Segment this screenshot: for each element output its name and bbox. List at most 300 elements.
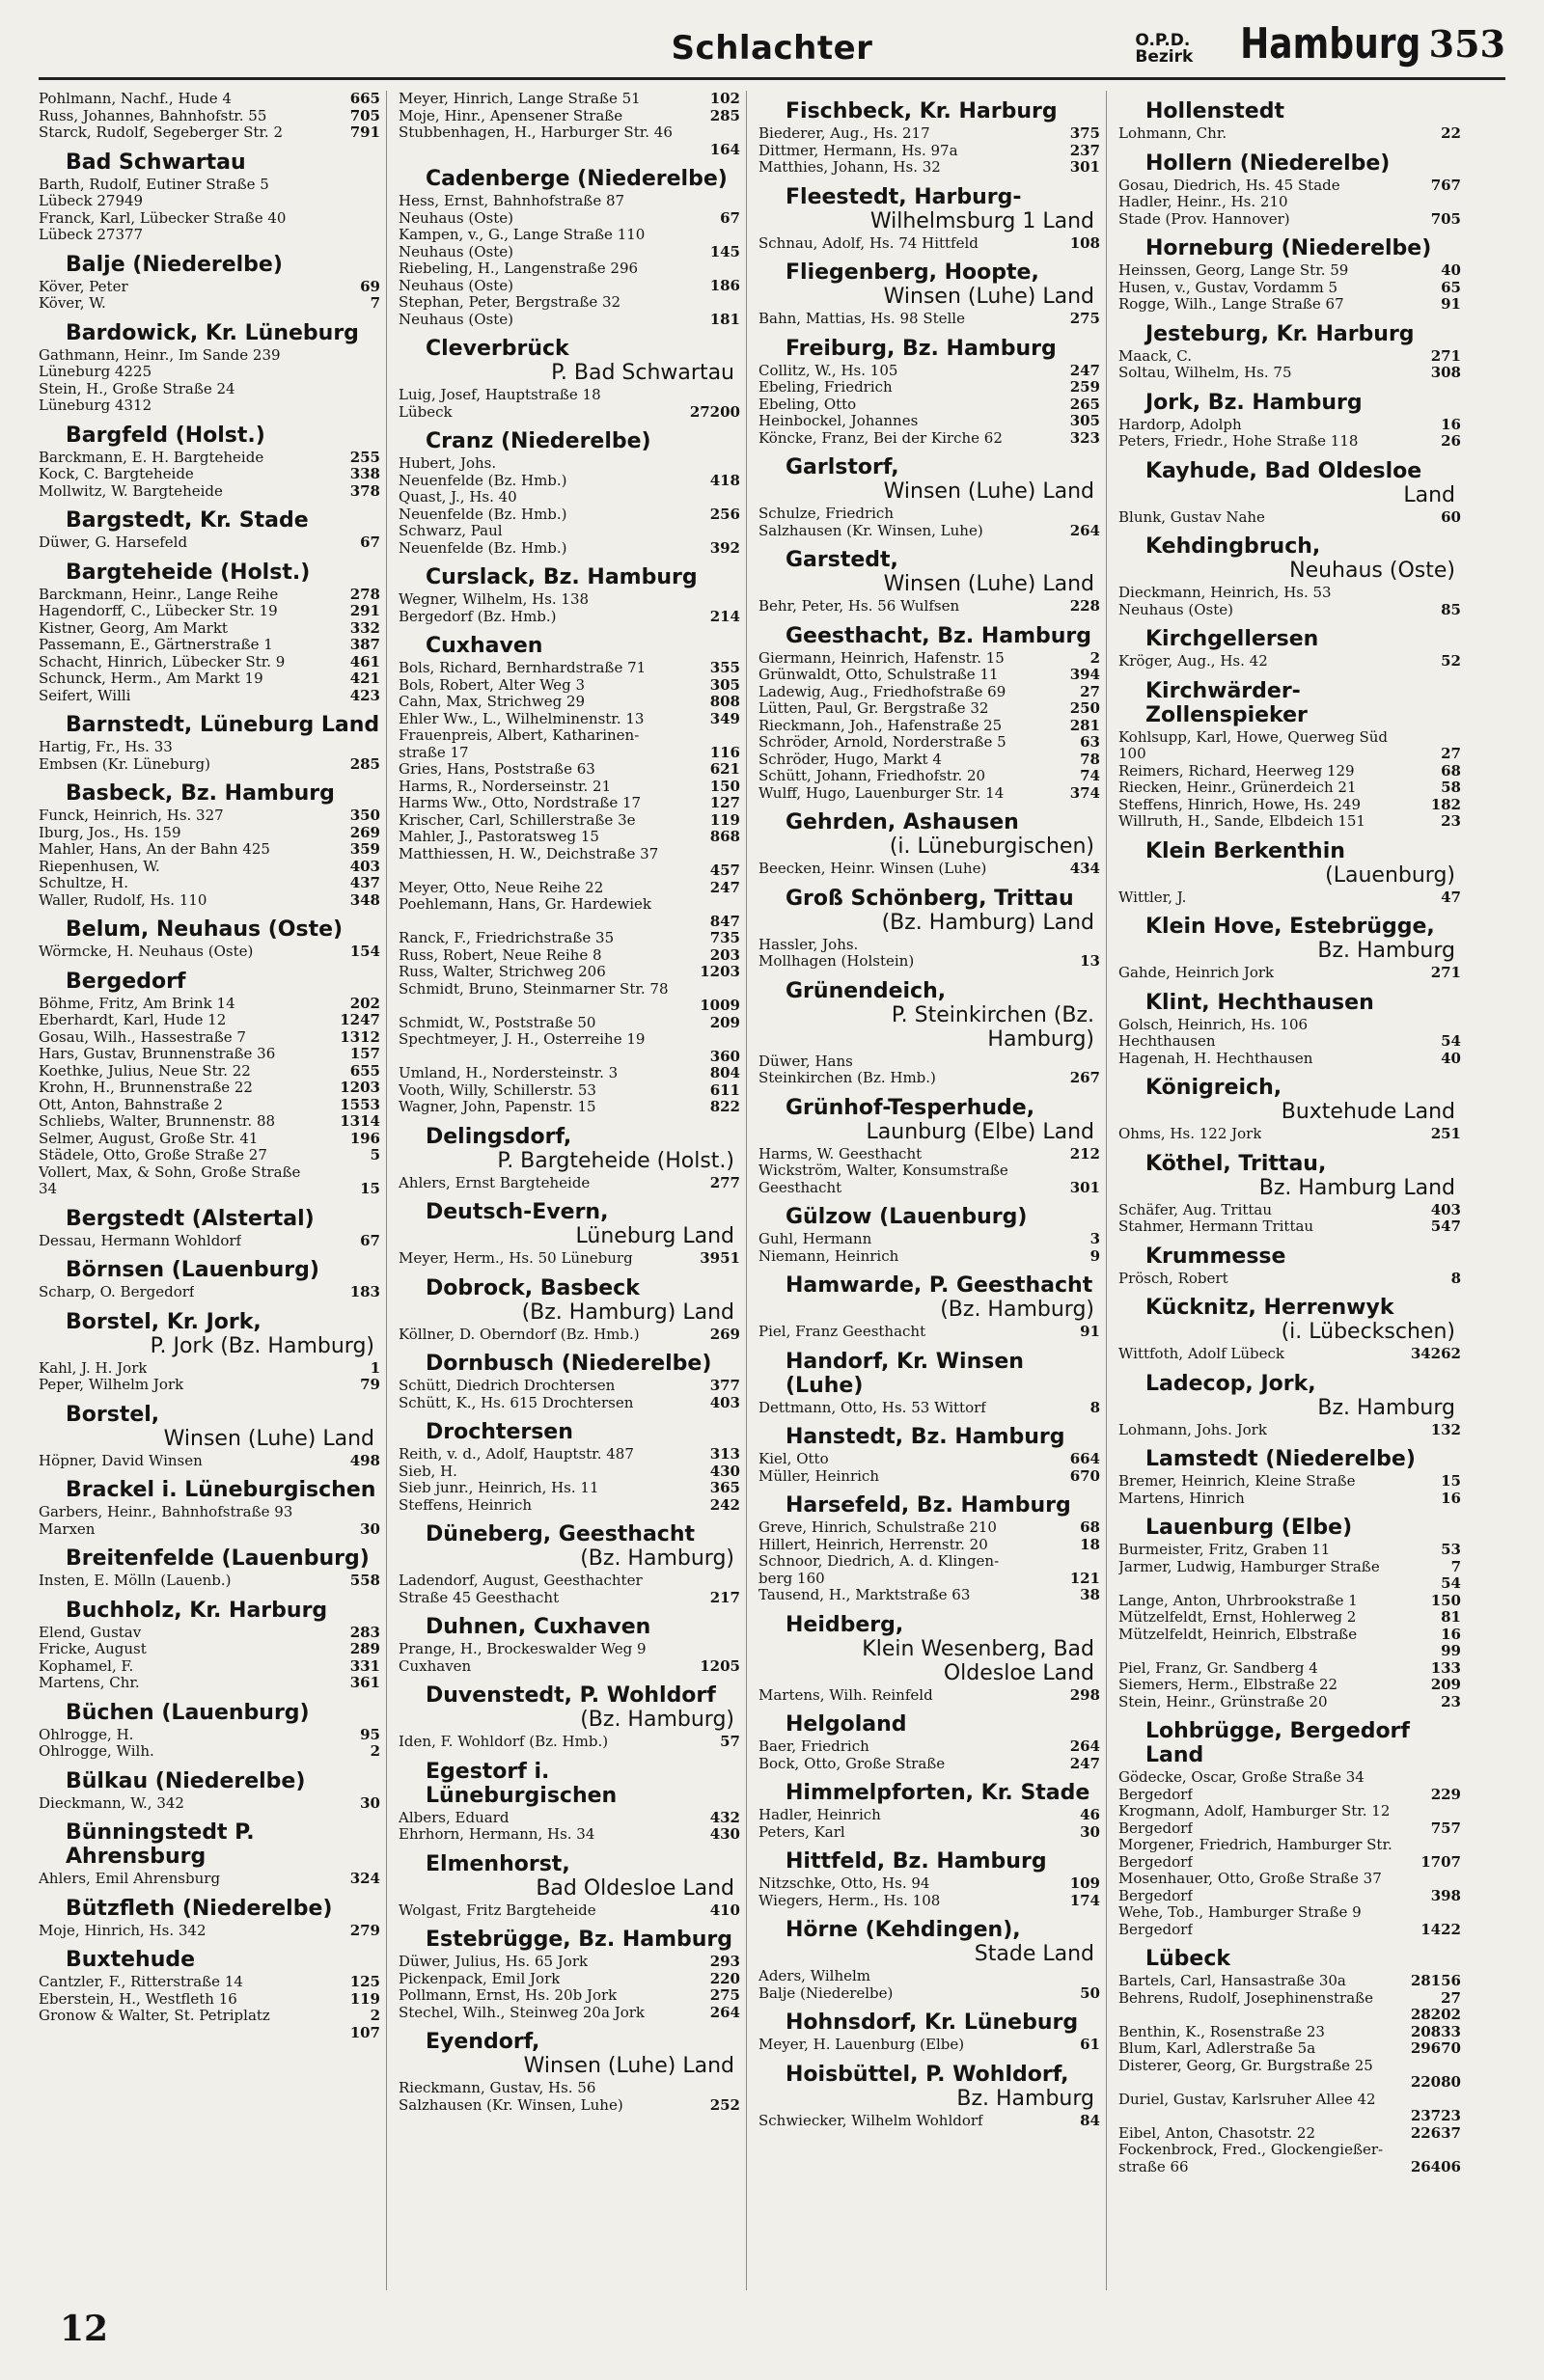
entry-phone-number: 91 [1080,1323,1100,1340]
place-subtitle: (Bz. Hamburg) [580,1708,734,1732]
entry-text: Neuhaus (Oste) [399,311,513,328]
entry-list [1118,965,1461,982]
place-name: Belum, Neuhaus (Oste) [66,917,344,942]
entry-text: Stein, Heinr., Grünstraße 20 [1118,1693,1328,1710]
place-name: Buxtehude [66,1948,196,1972]
list-item [39,91,380,108]
directory-section [758,1273,1100,1341]
directory-section [399,565,740,625]
list-item [39,227,380,244]
list-item [39,210,380,228]
entry-phone-number: 54 [1441,1574,1461,1592]
place-heading [39,1820,380,1869]
directory-section [1118,236,1461,314]
place-heading [758,260,1100,309]
entry-text: Lütten, Paul, Gr. Bergstraße 32 [758,700,989,717]
place-name: Drochtersen [426,1420,573,1444]
list-item [1118,1888,1461,1905]
column-4 [1118,91,1467,2290]
entry-text: Jarmer, Ludwig, Hamburger Straße [1118,1558,1380,1575]
entry-list [399,591,740,625]
entry-text: Albers, Eduard [399,1809,510,1826]
list-item [1118,125,1461,143]
list-item [1118,1346,1461,1363]
entry-text: Böhme, Fritz, Am Brink 14 [39,995,235,1012]
place-name: Grünendeich, [786,978,947,1003]
entry-text: Schröder, Arnold, Norderstraße 5 [758,734,1006,751]
list-item [758,1968,1100,1985]
list-item [39,124,380,142]
entry-text: Ahlers, Ernst Bargteheide [399,1174,591,1191]
directory-section [39,561,380,705]
entry-phone-number: 437 [349,874,380,891]
place-subtitle: Wilhelmsburg 1 Land [869,208,1094,233]
place-name: Himmelpforten, Kr. Stade [786,1781,1090,1805]
list-item [1118,965,1461,982]
list-item [1118,1017,1461,1034]
entry-phone-number: 461 [349,652,380,670]
entry-list [1118,262,1461,314]
place-name: Barnstedt, Lüneburg Land [66,713,380,737]
place-subtitle: Winsen (Luhe) Land [523,2054,734,2078]
entry-phone-number: 264 [1069,521,1100,539]
entry-phone-number: 423 [349,686,380,704]
place-subtitle: P. Bargteheide (Holst.) [497,1148,734,1173]
entry-text: Wolgast, Fritz Bargteheide [399,1901,596,1919]
list-item [399,812,740,830]
directory-section [39,1478,380,1538]
list-item [1118,2040,1461,2058]
entry-list [39,739,380,773]
place-name: Freiburg, Bz. Hamburg [786,336,1057,361]
place-name: Borstel, [66,1402,160,1427]
directory-section [39,508,380,552]
entry-list [1118,1346,1461,1363]
place-name: Kayhude, Bad Oldesloe [1145,458,1422,483]
entry-text: Franck, Karl, Lübecker Straße 40 [39,209,287,227]
entry-text: Maack, C. [1118,347,1192,365]
entry-text: Stephan, Peter, Bergstraße 32 [399,294,621,311]
entry-text: Giermann, Heinrich, Hafenstr. 15 [758,649,1005,667]
directory-section [758,2011,1100,2054]
entry-text: Stahmer, Hermann Trittau [1118,1218,1314,1235]
place-heading [399,1615,740,1639]
entry-text: Wörmcke, H. Neuhaus (Oste) [39,944,254,960]
entry-phone-number: 323 [1069,428,1100,447]
entry-phone-number: 29670 [1410,2039,1461,2057]
entry-phone-number: 271 [1430,346,1461,365]
list-item [1118,1051,1461,1068]
directory-section [1118,459,1461,527]
entry-list [1118,1017,1461,1068]
directory-section [758,1781,1100,1841]
place-name: Basbeck, Bz. Hamburg [66,781,335,806]
place-name: Breitenfelde (Lauenburg) [66,1546,370,1571]
entry-phone-number: 186 [709,276,740,294]
entry-phone-number: 108 [1069,233,1100,252]
entry-phone-number: 2 [370,2007,380,2024]
list-item [399,2097,740,2115]
entry-list [39,587,380,705]
list-item [758,937,1100,954]
entry-phone-number: 348 [349,890,380,909]
place-name: Bargfeld (Holst.) [66,423,265,448]
list-item [399,880,740,897]
entry-text: Eberstein, H., Westfleth 16 [39,1990,237,2008]
place-name: Kücknitz, Herrenwyk [1145,1296,1394,1320]
list-item [399,1810,740,1827]
place-name: Horneburg (Niederelbe) [1145,236,1432,260]
entry-text: straße 17 [399,744,469,761]
entry-list [39,1360,380,1394]
entry-text: Cahn, Max, Strichweg 29 [399,694,586,710]
place-heading [39,1948,380,1972]
entry-phone-number: 99 [1441,1642,1461,1659]
place-heading [758,979,1100,1052]
entry-phone-number: 392 [709,538,740,557]
place-name: Ladecop, Jork, [1145,1371,1316,1396]
entry-text: Lübeck 27949 [39,193,144,209]
entry-phone-number: 670 [1069,1466,1100,1485]
entry-text: Schütt, Diedrich Drochtersen [399,1378,616,1394]
directory-section [758,1493,1100,1604]
entry-phone-number: 269 [709,1325,740,1343]
entry-text: Reith, v. d., Adolf, Hauptstr. 487 [399,1446,634,1463]
entry-phone-number: 359 [349,840,380,858]
place-heading [1118,839,1461,888]
directory-section [1118,1516,1461,1710]
entry-phone-number: 3951 [700,1249,740,1267]
entry-list [758,363,1100,448]
directory-section [758,185,1100,253]
list-item [39,1743,380,1761]
list-item [399,473,740,490]
directory-section [1118,391,1461,451]
entry-text: Vollert, Max, & Sohn, Große Straße [39,1163,301,1181]
place-name: Kirchgellersen [1145,627,1319,651]
place-name: Fleestedt, Harburg- [786,184,1022,209]
directory-section [1118,534,1461,618]
entry-phone-number: 387 [349,636,380,653]
entry-phone-number: 40 [1441,261,1461,279]
directory-section [39,253,380,313]
list-item [758,379,1100,397]
place-subtitle: Winsen (Luhe) Land [163,1426,374,1451]
list-item [39,483,380,501]
entry-text: Kohlsupp, Karl, Howe, Querweg Süd [1118,728,1389,746]
entry-phone-number: 85 [1441,600,1461,618]
place-name: Gülzow (Lauenburg) [786,1205,1028,1229]
entry-phone-number: 119 [709,810,740,829]
entry-phone-number: 7 [1450,1557,1461,1575]
entry-phone-number: 403 [349,857,380,875]
list-item [1118,1218,1461,1236]
entry-phone-number: 107 [349,2023,380,2041]
entry-phone-number: 378 [349,481,380,500]
entry-list [39,1573,380,1590]
entry-text: Harms Ww., Otto, Nordstraße 17 [399,795,642,811]
entry-text: Gosau, Diedrich, Hs. 45 Stade [1118,177,1340,194]
entry-list [1118,125,1461,143]
list-item [399,523,740,540]
list-item [758,1163,1100,1180]
entry-list [758,650,1100,803]
entry-text: Kahl, J. H. Jork [39,1359,148,1377]
directory-section [1118,1245,1461,1288]
list-item [1118,296,1461,314]
entry-phone-number: 621 [709,760,740,778]
list-item [1118,1593,1461,1610]
entry-text: Russ, Robert, Neue Reihe 8 [399,946,602,964]
place-name: Krummesse [1145,1244,1286,1269]
place-heading [1118,627,1461,651]
entry-text: Gödecke, Oscar, Große Straße 34 [1118,1769,1365,1786]
place-name: Bünningstedt P. Ahrensburg [66,1820,255,1869]
list-item [1118,813,1461,831]
directory-section [1118,1947,1461,2175]
entry-text: Nitzschke, Otto, Hs. 94 [758,1875,930,1892]
entry-phone-number: 7 [370,294,380,312]
entry-phone-number: 127 [709,794,740,811]
list-item [1118,653,1461,670]
entry-text: Quast, J., Hs. 40 [399,489,517,506]
entry-phone-number: 38 [1080,1586,1100,1603]
list-item [758,785,1100,803]
entry-text: Gahde, Heinrich Jork [1118,965,1275,981]
entry-text: Hars, Gustav, Brunnenstraße 36 [39,1046,276,1062]
list-item [39,1974,380,1991]
list-item [39,841,380,859]
entry-list [39,347,380,415]
place-subtitle: Bz. Hamburg [1317,1395,1455,1420]
entry-text: Schulze, Friedrich [758,506,894,522]
place-heading [39,561,380,585]
place-heading [758,1205,1100,1229]
place-name: Harsefeld, Bz. Hamburg [786,1493,1071,1518]
entry-text: Golsch, Heinrich, Hs. 106 [1118,1016,1309,1033]
list-item [399,846,740,863]
directory-section [399,2030,740,2114]
place-subtitle: Land [1403,482,1455,507]
list-item [399,1902,740,1920]
entry-list [399,193,740,328]
list-item [399,1641,740,1658]
entry-phone-number: 67 [360,533,380,551]
entry-list [758,1968,1100,2002]
entry-list [39,91,380,142]
list-item [399,591,740,609]
entry-phone-number: 267 [1069,1069,1100,1086]
directory-section [758,1613,1100,1705]
place-heading [39,1403,380,1451]
list-item [399,506,740,524]
entry-text: Kiel, Otto [758,1451,829,1467]
entry-phone-number: 281 [1069,716,1100,734]
entry-list [39,944,380,961]
list-item [399,694,740,711]
place-name: Lauenburg (Elbe) [1145,1516,1353,1540]
list-item [758,159,1100,177]
entry-text: Prösch, Robert [1118,1270,1228,1287]
directory-section [399,1522,740,1606]
place-name: Hittfeld, Bz. Hamburg [786,1849,1047,1874]
list-item [39,2008,380,2025]
entry-list [39,1453,380,1470]
entry-list [758,235,1100,253]
entry-phone-number: 255 [349,448,380,466]
place-heading [1118,679,1461,727]
list-item [399,1065,740,1082]
place-name: Köthel, Trittau, [1145,1151,1327,1176]
list-item [39,1675,380,1692]
entry-phone-number: 767 [1430,176,1461,194]
list-item [758,397,1100,414]
place-name: Dornbusch (Niederelbe) [426,1352,712,1376]
entry-list [1118,1973,1461,2175]
entry-text: Marxen [39,1520,96,1538]
list-item [758,1587,1100,1604]
entry-phone-number: 67 [360,1231,380,1249]
entry-text: Behr, Peter, Hs. 56 Wulfsen [758,598,960,615]
place-heading [758,1273,1100,1322]
entry-text: Wiegers, Herm., Hs. 108 [758,1892,941,1909]
entry-text: Ohlrogge, H. [39,1726,134,1743]
list-item [758,684,1100,701]
list-item [39,279,380,296]
entry-text: Piel, Franz Geesthacht [758,1324,926,1340]
place-heading [1118,322,1461,346]
place-heading [758,1425,1100,1449]
section-title: Schlachter [671,29,873,68]
list-item [39,381,380,398]
entry-phone-number: 3 [1089,1230,1100,1247]
directory-section [399,1276,740,1344]
entry-text: Gries, Hans, Poststraße 63 [399,761,595,778]
list-item [399,964,740,981]
entry-text: Russ, Johannes, Bahnhofstr. 55 [39,107,267,124]
place-name: Kirchwärder-Zollenspieker [1145,678,1308,727]
entry-phone-number: 313 [709,1445,740,1463]
place-heading [399,1852,740,1901]
directory-section [39,1897,380,1940]
list-item [399,312,740,329]
entry-phone-number: 209 [1430,1676,1461,1693]
list-item [758,2037,1100,2054]
place-heading [39,1207,380,1231]
entry-text: Bols, Robert, Alter Weg 3 [399,676,586,694]
entry-phone-number: 247 [1069,1754,1100,1772]
place-name: Geesthacht, Bz. Hamburg [786,623,1092,648]
list-item [1118,1787,1461,1804]
place-subtitle: Neuhaus (Oste) [1289,559,1455,583]
list-item [399,1099,740,1116]
entry-list [758,1053,1100,1087]
place-name: Bargstedt, Kr. Stade [66,508,309,533]
place-name: Cranz (Niederelbe) [426,429,651,453]
district-line-2: Bezirk [1135,47,1194,67]
list-item [758,1451,1100,1468]
list-item [1118,1990,1461,2008]
entry-phone-number: 237 [1069,141,1100,159]
entry-phone-number: 403 [709,1393,740,1411]
place-heading [399,1125,740,1173]
entry-text: Iburg, Jos., Hs. 159 [39,824,181,841]
entry-phone-number: 154 [349,943,380,960]
entry-text: Burmeister, Fritz, Graben 11 [1118,1542,1331,1558]
place-subtitle: Lüneburg Land [575,1224,734,1248]
directory-section [758,810,1100,878]
entry-phone-number: 27 [1441,745,1461,762]
list-item [399,1573,740,1590]
entry-list [1118,1769,1461,1938]
entry-list [758,2113,1100,2130]
entry-text: Hillert, Heinrich, Herrenstr. 20 [758,1536,988,1553]
list-item [1118,1820,1461,1838]
directory-section [1118,1076,1461,1143]
place-subtitle: Winsen (Luhe) Land [883,285,1094,309]
entry-text: Riepenhusen, W. [39,858,160,875]
entry-text: Wagner, John, Papenstr. 15 [399,1099,596,1115]
place-subtitle: Winsen (Luhe) Land [883,479,1094,504]
entry-text: Blunk, Gustav Nahe [1118,508,1265,526]
entry-phone-number: 291 [349,602,380,619]
list-item [399,278,740,295]
place-name: Klint, Hechthausen [1145,990,1374,1015]
entry-text: Martens, Hinrich [1118,1490,1245,1507]
entry-text: berg 160 [758,1570,825,1587]
place-heading [1118,151,1461,176]
entry-list [758,1807,1100,1841]
place-subtitle: Launburg (Elbe) Land [866,1119,1094,1144]
entry-phone-number: 145 [709,242,740,260]
entry-text: Barckmann, E. H. Bargteheide [39,449,264,466]
list-item [39,397,380,415]
entry-phone-number: 1314 [340,1112,380,1130]
list-item [399,1378,740,1395]
entry-text: Insten, E. Mölln (Lauenb.) [39,1573,232,1589]
entry-text: Geesthacht [758,1179,842,1196]
list-item [39,1063,380,1081]
list-item [1118,178,1461,195]
list-item [1118,2125,1461,2143]
place-heading [1118,1372,1461,1420]
entry-text: Starck, Rudolf, Segeberger Str. 2 [39,124,283,141]
place-heading [1118,1516,1461,1540]
entry-text: Sieb, H. [399,1463,457,1480]
entry-phone-number: 228 [1069,597,1100,615]
entry-phone-number: 57 [720,1733,740,1750]
list-item [758,1553,1100,1571]
list-item [399,1954,740,1971]
place-name: Garlstorf, [786,455,899,479]
place-heading [399,1760,740,1808]
entry-phone-number: 119 [349,1989,380,2008]
entry-phone-number: 338 [349,465,380,482]
place-heading [758,2011,1100,2035]
list-item [39,1795,380,1813]
entry-text: Peters, Karl [758,1823,845,1841]
directory-section [1118,679,1461,831]
entry-phone-number: 256 [709,505,740,523]
place-name: Fischbeck, Kr. Harburg [786,99,1058,123]
entry-text: Harms, R., Norderseinstr. 21 [399,778,612,795]
entry-text: Neuhaus (Oste) [1118,601,1233,618]
entry-phone-number: 53 [1441,1541,1461,1558]
city-name: Hamburg [1240,19,1421,68]
list-item [39,1131,380,1148]
entry-phone-number: 23 [1441,812,1461,830]
entry-text: Garbers, Heinr., Bahnhofstraße 93 [39,1504,293,1520]
